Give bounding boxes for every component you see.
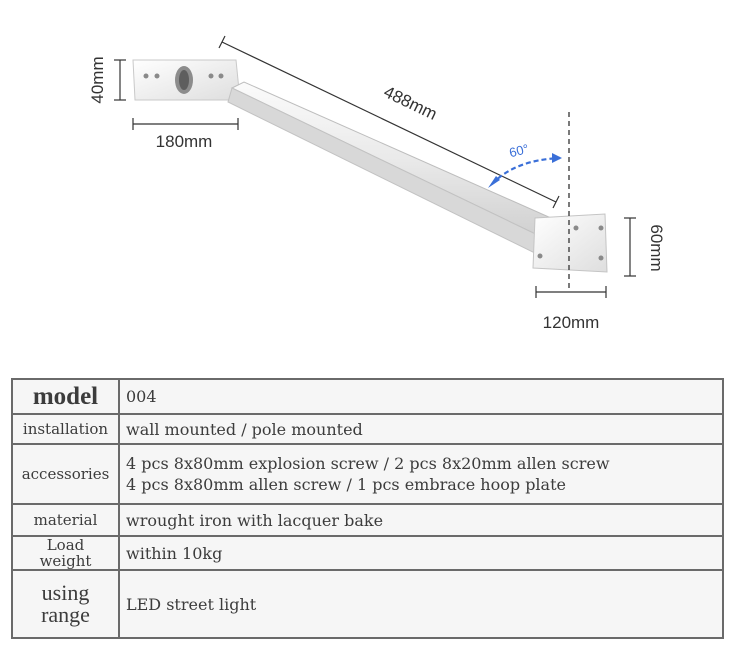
label-height-right: 60mm (647, 224, 666, 272)
spec-value: LED street light (119, 570, 723, 638)
bracket-arm (228, 82, 560, 258)
spec-row-model (12, 379, 723, 414)
spec-value-line: 4 pcs 8x80mm allen screw / 1 pcs embrace hoop plate (126, 475, 566, 494)
spec-row-material (12, 504, 723, 536)
left-mount-plate (133, 60, 240, 100)
spec-key: Load weight (12, 536, 119, 570)
label-height-left: 40mm (88, 56, 107, 104)
spec-key: model (12, 379, 119, 414)
spec-key: material (12, 504, 119, 536)
spec-table (11, 378, 724, 639)
spec-row-accessories (12, 444, 723, 504)
spec-row-installation (12, 414, 723, 444)
spec-key-line: range (41, 602, 90, 627)
right-mount-plate (533, 214, 607, 272)
angle-arc (488, 153, 562, 188)
label-width-left: 180mm (155, 132, 213, 151)
spec-key: installation (12, 414, 119, 444)
spec-key-line: using (41, 580, 90, 605)
label-width-right: 120mm (542, 313, 600, 332)
spec-value: within 10kg (119, 536, 723, 570)
label-angle: 60° (507, 140, 531, 161)
spec-row-load-weight (12, 536, 723, 570)
spec-value: wall mounted / pole mounted (119, 414, 723, 444)
label-arm-length: 488mm (380, 82, 441, 124)
spec-value-line: 4 pcs 8x80mm explosion screw / 2 pcs 8x20mm allen screw (126, 454, 610, 473)
spec-key: accessories (12, 444, 119, 504)
spec-row-using-range (12, 570, 723, 638)
spec-value: wrought iron with lacquer bake (119, 504, 723, 536)
spec-value: 004 (119, 379, 723, 414)
spec-value (119, 444, 723, 504)
spec-key (12, 570, 119, 638)
